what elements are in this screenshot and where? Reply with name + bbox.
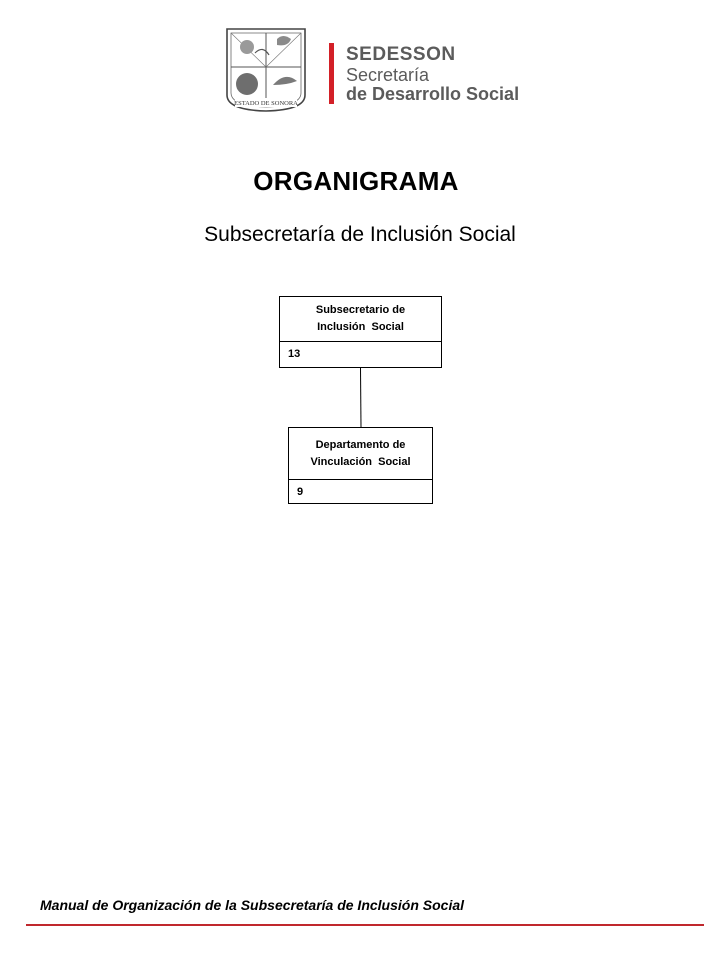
footer-rule	[26, 924, 704, 926]
page-subtitle: Subsecretaría de Inclusión Social	[204, 223, 516, 246]
org-node-title	[289, 428, 432, 480]
org-node-title	[280, 297, 441, 342]
org-node-title-line2: Inclusión Social	[317, 321, 404, 333]
footer-text: Manual de Organización de la Subsecretaría de Inclusión Social	[40, 897, 465, 913]
org-node-subsecretario	[279, 296, 442, 368]
org-node-title-line1: Departamento de	[315, 438, 406, 451]
org-node-title-line2: Vinculación Social	[310, 455, 411, 468]
page-title: ORGANIGRAMA	[253, 166, 459, 196]
org-node-code: 13	[288, 348, 301, 360]
logo-line-1: Secretaría	[346, 65, 430, 85]
org-node-title-line1: Subsecretario de	[315, 304, 406, 316]
org-node-code: 9	[297, 486, 304, 498]
logo-acronym: SEDESSON	[346, 44, 456, 65]
crest-caption: ESTADO DE SONORA	[234, 100, 298, 107]
org-node-departamento	[288, 427, 433, 504]
connector-sub-to-dep	[361, 368, 362, 427]
logo-line-2: de Desarrollo Social	[346, 84, 520, 104]
